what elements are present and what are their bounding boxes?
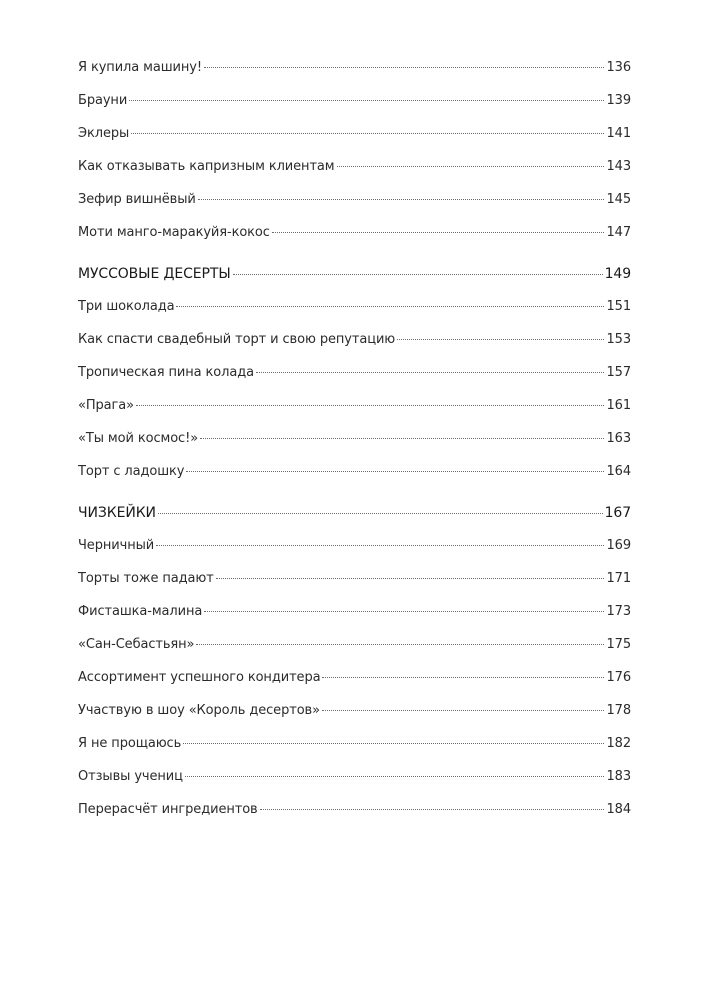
toc-dot-leader bbox=[200, 438, 604, 439]
toc-page-number: 149 bbox=[604, 266, 631, 282]
toc-page-number: 136 bbox=[606, 60, 631, 75]
toc-entry-title: «Сан-Себастьян» bbox=[78, 637, 195, 652]
toc-page-number: 157 bbox=[606, 365, 631, 380]
toc-entry-title: Торт с ладошку bbox=[78, 464, 185, 479]
toc-entry-title: Я не прощаюсь bbox=[78, 736, 182, 751]
toc-entry-title: Черничный bbox=[78, 538, 155, 553]
toc-entry-title: Участвую в шоу «Король десертов» bbox=[78, 703, 320, 718]
toc-entry[interactable] bbox=[78, 398, 631, 431]
toc-page-number: 145 bbox=[606, 192, 631, 207]
toc-entry[interactable] bbox=[78, 571, 631, 604]
toc-dot-leader bbox=[136, 405, 604, 406]
toc-page-number: 141 bbox=[606, 126, 631, 141]
toc-dot-leader bbox=[131, 133, 604, 134]
toc-page-number: 173 bbox=[606, 604, 631, 619]
toc-page-number: 169 bbox=[606, 538, 631, 553]
toc-dot-leader bbox=[337, 166, 605, 167]
toc-entry[interactable] bbox=[78, 332, 631, 365]
toc-dot-leader bbox=[256, 372, 605, 373]
toc-page-number: 167 bbox=[604, 505, 631, 521]
toc-entry[interactable] bbox=[78, 736, 631, 769]
toc-entry[interactable] bbox=[78, 192, 631, 225]
toc-dot-leader bbox=[196, 644, 604, 645]
toc-entry-title: Ассортимент успешного кондитера bbox=[78, 670, 321, 685]
toc-page-number: 161 bbox=[606, 398, 631, 413]
toc-entry[interactable] bbox=[78, 802, 631, 835]
toc-entry[interactable] bbox=[78, 670, 631, 703]
toc-dot-leader bbox=[185, 776, 605, 777]
toc-entry-title: Моти манго-маракуйя-кокос bbox=[78, 225, 270, 240]
toc-page-number: 139 bbox=[606, 93, 631, 108]
toc-entry[interactable] bbox=[78, 604, 631, 637]
toc-entry[interactable] bbox=[78, 769, 631, 802]
toc-dot-leader bbox=[216, 578, 605, 579]
toc-entry-title: Как отказывать капризным клиентам bbox=[78, 159, 335, 174]
toc-entry-title: Торты тоже падают bbox=[78, 571, 214, 586]
toc-entry[interactable] bbox=[78, 431, 631, 464]
toc-dot-leader bbox=[204, 67, 604, 68]
toc-dot-leader bbox=[397, 339, 604, 340]
toc-dot-leader bbox=[156, 545, 604, 546]
toc-entry-title: Отзывы учениц bbox=[78, 769, 183, 784]
toc-entry-title: «Прага» bbox=[78, 398, 134, 413]
toc-page-number: 184 bbox=[606, 802, 631, 817]
toc-entry-title: Я купила машину! bbox=[78, 60, 202, 75]
toc-entry[interactable] bbox=[78, 464, 631, 497]
toc-section-title: МУССОВЫЕ ДЕСЕРТЫ bbox=[78, 266, 231, 282]
toc-entry[interactable] bbox=[78, 93, 631, 126]
toc-page-number: 183 bbox=[606, 769, 631, 784]
toc-entry-title: Фисташка-малина bbox=[78, 604, 203, 619]
toc-dot-leader bbox=[260, 809, 605, 810]
toc-dot-leader bbox=[183, 743, 604, 744]
toc-dot-leader bbox=[204, 611, 604, 612]
toc-dot-leader bbox=[186, 471, 604, 472]
toc-dot-leader bbox=[322, 677, 604, 678]
toc-entry[interactable] bbox=[78, 299, 631, 332]
toc-page-number: 182 bbox=[606, 736, 631, 751]
toc-page-number: 178 bbox=[606, 703, 631, 718]
toc-entry[interactable] bbox=[78, 637, 631, 670]
toc-entry[interactable] bbox=[78, 60, 631, 93]
toc-dot-leader bbox=[322, 710, 605, 711]
toc-dot-leader bbox=[272, 232, 605, 233]
toc-page-number: 176 bbox=[606, 670, 631, 685]
toc-entry[interactable] bbox=[78, 225, 631, 258]
toc-entry-title: Перерасчёт ингредиентов bbox=[78, 802, 258, 817]
toc-page-number: 153 bbox=[606, 332, 631, 347]
toc-entry-title: Брауни bbox=[78, 93, 128, 108]
toc-entry[interactable] bbox=[78, 365, 631, 398]
toc-entry[interactable] bbox=[78, 159, 631, 192]
toc-section-heading[interactable] bbox=[78, 266, 631, 299]
toc-entry[interactable] bbox=[78, 126, 631, 159]
toc-entry[interactable] bbox=[78, 703, 631, 736]
toc-entry-title: Зефир вишнёвый bbox=[78, 192, 196, 207]
toc-section-title: ЧИЗКЕЙКИ bbox=[78, 505, 156, 521]
toc-page-number: 163 bbox=[606, 431, 631, 446]
toc-dot-leader bbox=[158, 513, 603, 514]
toc-page-number: 164 bbox=[606, 464, 631, 479]
toc-page-number: 175 bbox=[606, 637, 631, 652]
toc-page-number: 151 bbox=[606, 299, 631, 314]
toc-page-number: 147 bbox=[606, 225, 631, 240]
toc-entry-title: «Ты мой космос!» bbox=[78, 431, 199, 446]
toc-entry-title: Эклеры bbox=[78, 126, 130, 141]
toc-entry-title: Три шоколада bbox=[78, 299, 175, 314]
toc-dot-leader bbox=[129, 100, 604, 101]
toc-dot-leader bbox=[198, 199, 605, 200]
toc-dot-leader bbox=[176, 306, 604, 307]
table-of-contents bbox=[78, 60, 631, 835]
toc-section-heading[interactable] bbox=[78, 505, 631, 538]
toc-page-number: 143 bbox=[606, 159, 631, 174]
toc-page-number: 171 bbox=[606, 571, 631, 586]
toc-entry-title: Как спасти свадебный торт и свою репутацию bbox=[78, 332, 396, 347]
toc-entry[interactable] bbox=[78, 538, 631, 571]
toc-dot-leader bbox=[233, 274, 603, 275]
toc-entry-title: Тропическая пина колада bbox=[78, 365, 254, 380]
